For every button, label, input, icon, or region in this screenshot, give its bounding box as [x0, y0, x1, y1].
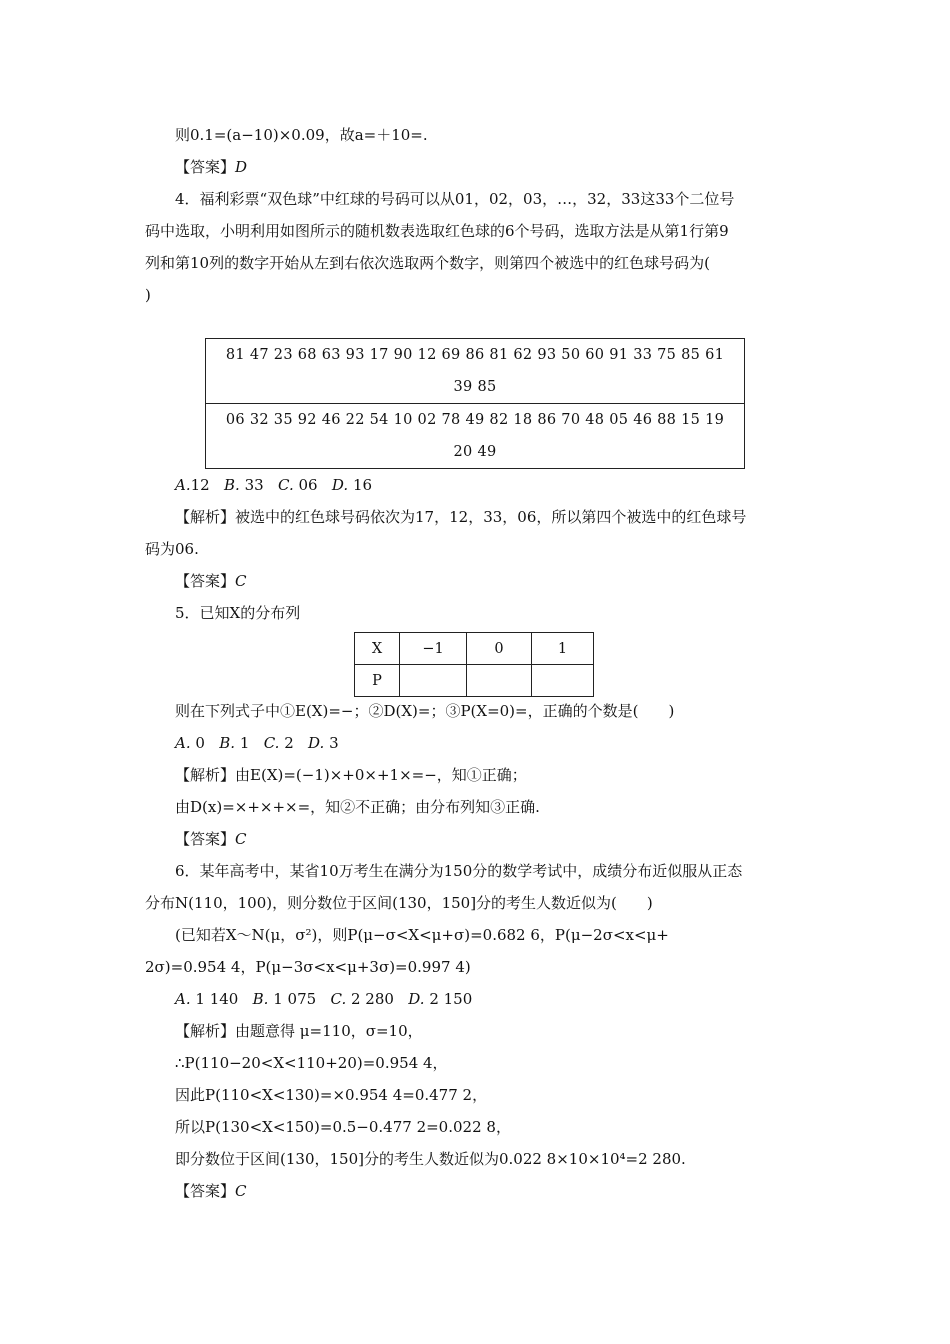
option-text: 12	[190, 476, 210, 494]
q4-stem-line-4: )	[145, 286, 151, 304]
option-letter: A.	[175, 734, 191, 752]
option-letter: B.	[252, 990, 269, 1008]
q4-options	[175, 475, 372, 495]
option-letter: A.	[175, 476, 191, 494]
option-text: 33	[244, 476, 264, 494]
option-letter: C.	[278, 476, 294, 494]
q6-analysis-line-3: 因此P(110<X<130)=×0.954 4=0.477 2，	[175, 1086, 488, 1104]
table-row	[206, 339, 745, 404]
random-row-2-line-2: 20 49	[453, 444, 497, 460]
distribution-table	[354, 632, 594, 697]
q5-analysis-line-2: 由D(x)=×+×+×=，知②不正确；由分布列知③正确.	[175, 798, 540, 816]
option-letter: C.	[330, 990, 347, 1008]
answer-value: C	[235, 830, 247, 848]
q4-analysis-line-1	[175, 507, 746, 527]
q6-answer	[175, 1181, 247, 1201]
option-text: 1 075	[273, 990, 317, 1008]
option-text: 1	[239, 734, 250, 752]
answer-value: C	[235, 1182, 247, 1200]
option-text: 06	[298, 476, 318, 494]
q6-options	[175, 989, 472, 1009]
table-cell	[400, 665, 467, 697]
table-row	[206, 404, 745, 469]
answer-label: 【答案】	[175, 1182, 236, 1200]
q4-stem-line-1: 4．福利彩票“双色球”中红球的号码可以从01，02，03，…，32，33这33个二位号	[175, 190, 735, 208]
table-cell: 1	[532, 633, 594, 665]
answer-value: D	[235, 158, 248, 176]
table-cell	[467, 665, 532, 697]
table-cell: P	[355, 665, 400, 697]
prev-solution-line: 则0.1=(a−10)×0.09，故a=＋10=.	[175, 126, 428, 144]
option-letter: D.	[408, 990, 425, 1008]
q5-options	[175, 733, 339, 753]
random-number-table	[205, 338, 745, 469]
q6-analysis-line-2: ∴P(110−20<X<110+20)=0.954 4，	[175, 1054, 448, 1072]
option-text: 2 280	[351, 990, 394, 1008]
analysis-text: 由题意得 μ=110，σ=10，	[235, 1022, 423, 1040]
q6-stem-line-3: (已知若X～N(μ，σ²)，则P(μ−σ<X<μ+σ)=0.682 6，P(μ−2σ<x<μ+	[175, 926, 669, 944]
table-cell: −1	[400, 633, 467, 665]
random-row-1-line-1: 81 47 23 68 63 93 17 90 12 69 86 81 62 93 50 60 91 33 75 85 61	[225, 347, 725, 363]
option-letter: D.	[308, 734, 325, 752]
option-text: 16	[352, 476, 373, 494]
option-letter: A.	[175, 990, 191, 1008]
table-cell	[532, 665, 594, 697]
option-text: 0	[195, 734, 205, 752]
prev-answer	[175, 157, 247, 177]
analysis-text: 由E(X)=(−1)×+0×+1×=−，知①正确；	[235, 766, 527, 784]
q6-stem-line-1: 6．某年高考中，某省10万考生在满分为150分的数学考试中，成绩分布近似服从正态	[175, 862, 743, 880]
analysis-label: 【解析】	[175, 766, 236, 784]
analysis-label: 【解析】	[175, 1022, 236, 1040]
random-row-1-line-2: 39 85	[453, 379, 497, 395]
table-row	[355, 633, 594, 665]
option-text: 2 150	[429, 990, 473, 1008]
option-letter: C.	[263, 734, 280, 752]
q5-stem-line-1: 5．已知X的分布列	[175, 604, 301, 622]
option-letter: D.	[331, 476, 349, 494]
answer-label: 【答案】	[175, 830, 236, 848]
q6-stem-line-4: 2σ)=0.954 4，P(μ−3σ<x<μ+3σ)=0.997 4)	[145, 958, 471, 976]
q6-analysis-line-5: 即分数位于区间(130，150]分的考生人数近似为0.022 8×10×10⁴=2 280.	[175, 1150, 686, 1168]
table-row	[355, 665, 594, 697]
q4-stem-line-2: 码中选取，小明利用如图所示的随机数表选取红色球的6个号码，选取方法是从第1行第9	[145, 222, 729, 240]
q5-stem-line-2: 则在下列式子中①E(X)=−；②D(X)=；③P(X=0)=，正确的个数是( )	[175, 702, 675, 720]
analysis-text: 被选中的红色球号码依次为17，12，33，06，所以第四个被选中的红色球号	[235, 508, 747, 526]
q5-answer	[175, 829, 247, 849]
option-text: 3	[329, 734, 339, 752]
random-row-2	[206, 404, 745, 469]
analysis-label: 【解析】	[175, 508, 236, 526]
option-letter: B.	[224, 476, 240, 494]
option-text: 2	[284, 734, 294, 752]
answer-label: 【答案】	[175, 158, 236, 176]
table-cell: X	[355, 633, 400, 665]
q6-stem-line-2: 分布N(110，100)，则分数位于区间(130，150]分的考生人数近似为( )	[145, 894, 653, 912]
random-row-2-line-1: 06 32 35 92 46 22 54 10 02 78 49 82 18 86 70 48 05 46 88 15 19	[225, 412, 725, 428]
option-letter: B.	[219, 734, 236, 752]
q4-analysis-line-2: 码为06.	[145, 540, 199, 558]
q6-analysis-line-1	[175, 1021, 423, 1041]
q5-analysis-line-1	[175, 765, 527, 785]
option-text: 1 140	[195, 990, 239, 1008]
q4-answer	[175, 571, 247, 591]
table-cell: 0	[467, 633, 532, 665]
random-row-1	[206, 339, 745, 404]
answer-label: 【答案】	[175, 572, 236, 590]
q4-stem-line-3: 列和第10列的数字开始从左到右依次选取两个数字，则第四个被选中的红色球号码为(	[145, 254, 710, 272]
q6-analysis-line-4: 所以P(130<X<150)=0.5−0.477 2=0.022 8，	[175, 1118, 511, 1136]
answer-value: C	[235, 572, 247, 590]
